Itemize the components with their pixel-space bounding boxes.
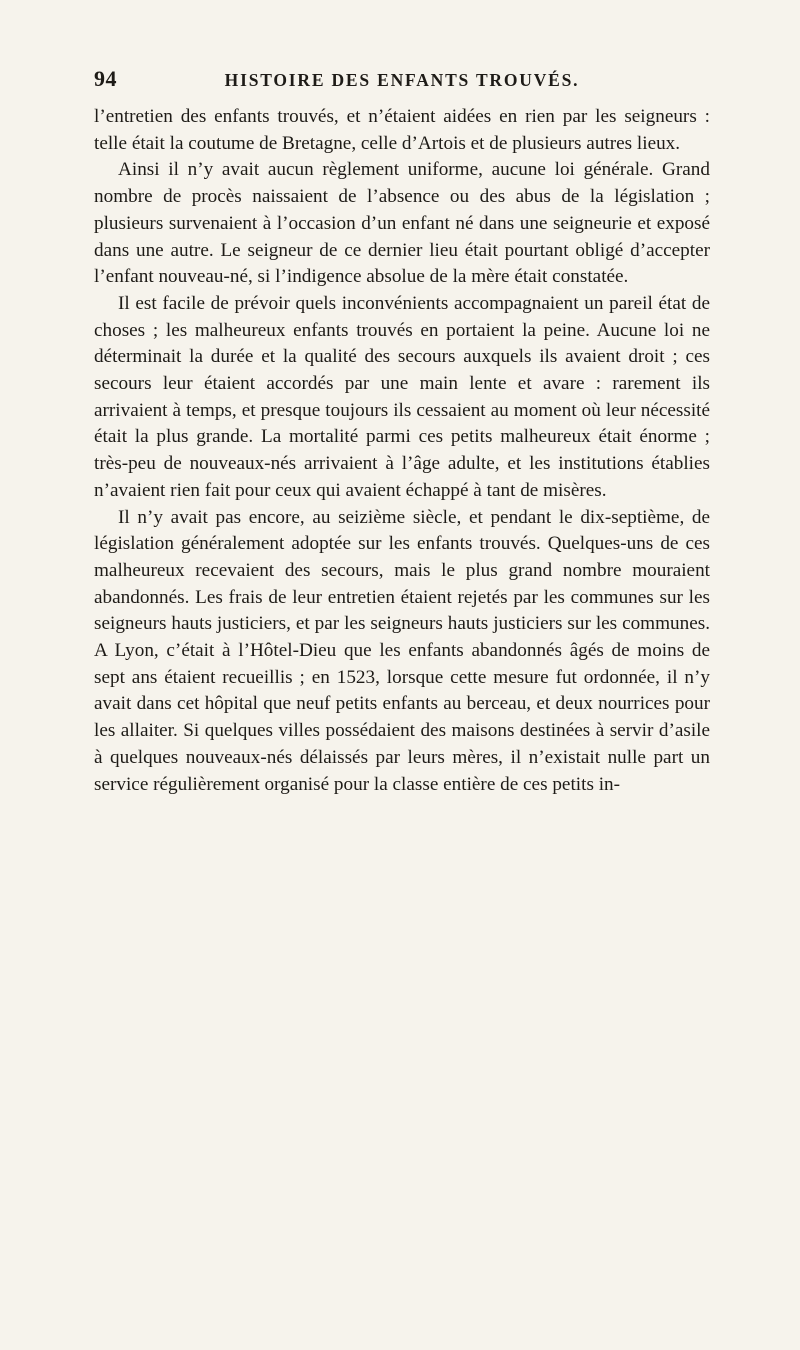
paragraph-continued: l’entretien des enfants trouvés, et n’étaient aidées en rien par les seigneurs : telle était la coutume de Bretagne, celle d’Artois et de plusieurs autres lieux. xyxy=(94,106,710,154)
paragraph: Ainsi il n’y avait aucun règlement uniforme, aucune loi générale. Grand nombre de procès naissaient de l’absence ou des abus de la législation ; plusieurs survenaient à l’occasion d’un enfant né dans une seigneurie et exposé dans une autre. Le seigneur de ce dernier lieu était pourtant obligé d’accepter l’enfant nouveau-né, si l’indigence absolue de la mère était constatée. xyxy=(94,159,710,288)
page-header xyxy=(94,66,710,91)
paragraph: Il n’y avait pas encore, au seizième siècle, et pendant le dix-septième, de législation généralement adoptée sur les enfants trouvés. Quelques-uns de ces malheureux recevaient des secours, mais le plus grand nombre mouraient abandonnés. Les frais de leur entretien étaient rejetés par les communes sur les seigneurs hauts justiciers, et par les seigneurs hauts justiciers sur les communes. A Lyon, c’était à l’Hôtel-Dieu que les enfants abandonnés âgés de moins de sept ans étaient recueillis ; en 1523, lorsque cette mesure fut ordonnée, il n’y avait dans cet hôpital que neuf petits enfants au berceau, et deux nourrices pour les allaiter. Si quelques villes possédaient des maisons destinées à servir d’asile à quelques nouveaux-nés délaissés par leurs mères, il n’existait nulle part un service régulièrement organisé pour la classe entière de ces petits in- xyxy=(94,506,710,795)
body-text xyxy=(94,104,710,798)
paragraph: Il est facile de prévoir quels inconvénients accompagnaient un pareil état de choses ; les malheureux enfants trouvés en portaient la peine. Aucune loi ne déterminait la durée et la qualité des secours auxquels ils avaient droit ; ces secours leur étaient accordés par une main lente et avare : rarement ils arrivaient à temps, et presque toujours ils cessaient au moment où leur nécessité était la plus grande. La mortalité parmi ces petits malheureux était énorme ; très-peu de nouveaux-nés arrivaient à l’âge adulte, et les institutions établies n’avaient rien fait pour ceux qui avaient échappé à tant de misères. xyxy=(94,292,710,501)
book-page xyxy=(94,66,710,798)
page-number: 94 xyxy=(94,66,117,91)
running-title: HISTOIRE DES ENFANTS TROUVÉS. xyxy=(224,70,580,90)
